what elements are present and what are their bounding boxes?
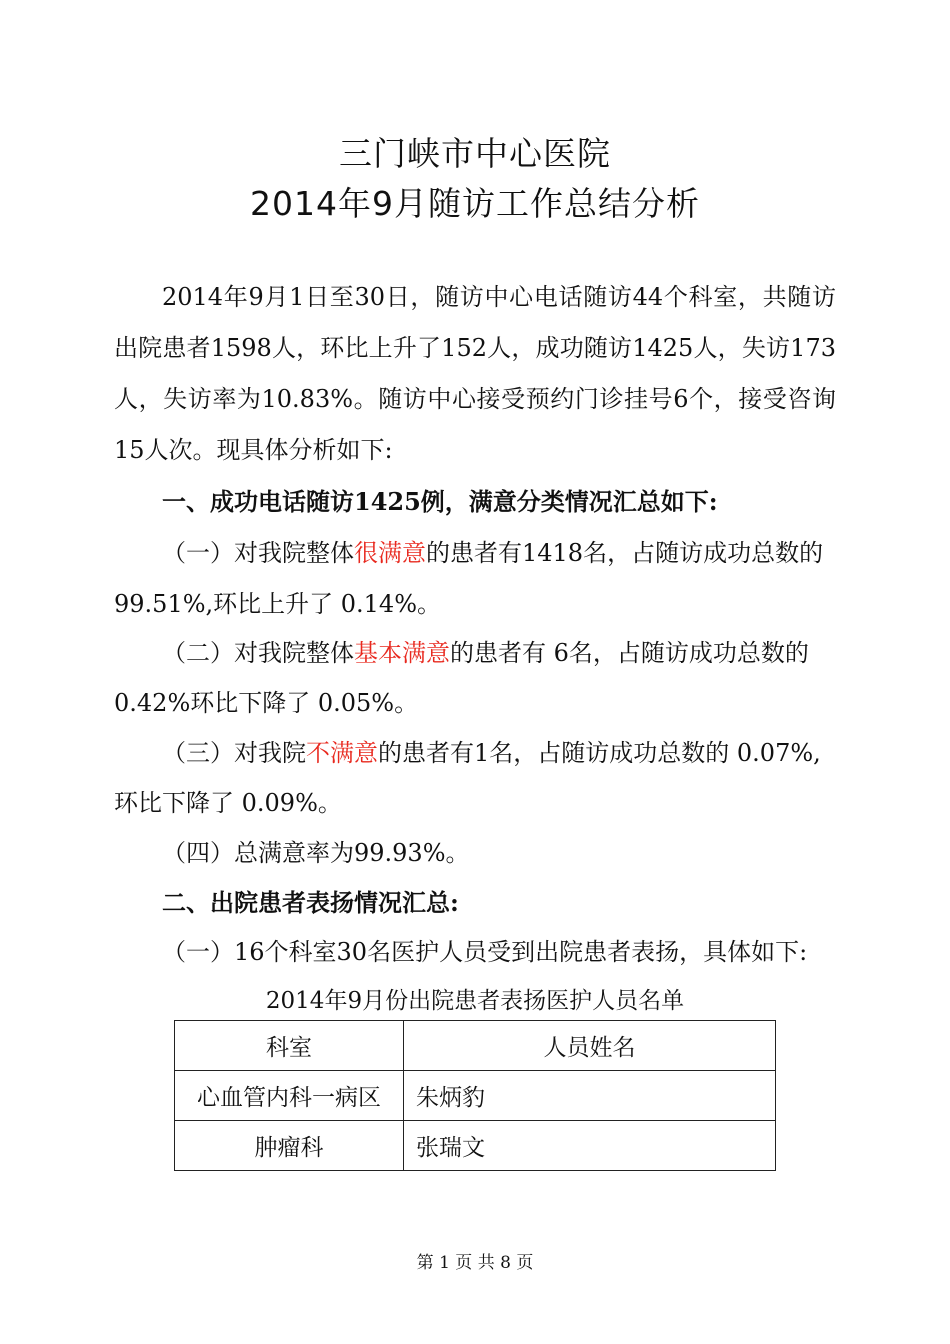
document-subtitle: 2014年9月随访工作总结分析 — [250, 184, 700, 223]
item1-highlight: 很满意 — [354, 539, 426, 567]
table-cell-names: 朱炳豹 — [404, 1071, 776, 1121]
intro-text: 2014年9月1日至30日，随访中心电话随访44个科室，共随访出院患者1598人，环比上升了152人，成功随访1425人，失访173人，失访率为10.83%。随访中心接受预约门诊挂号6个，接受咨询15人次。现具体分析如下: — [114, 283, 836, 464]
item3-prefix: （三）对我院 — [162, 739, 306, 767]
praise-table — [174, 1020, 776, 1171]
document-title: 三门峡市中心医院 — [339, 134, 611, 173]
table-row — [175, 1071, 776, 1121]
table-cell-names: 张瑞文 — [404, 1121, 776, 1171]
section2-item1: （一）16个科室30名医护人员受到出院患者表扬，具体如下: — [162, 938, 808, 966]
page-footer: 第 1 页 共 8 页 — [416, 1253, 534, 1273]
header-names: 人员姓名 — [404, 1021, 776, 1071]
item2-prefix: （二）对我院整体 — [162, 639, 354, 667]
section1-item2-cont: 0.42%环比下降了 0.05%。 — [114, 689, 419, 717]
item3-highlight: 不满意 — [306, 739, 378, 767]
table-row — [175, 1121, 776, 1171]
table-cell-dept: 心血管内科一病区 — [175, 1071, 404, 1121]
section1-item1-cont: 99.51%,环比上升了 0.14%。 — [114, 590, 442, 618]
header-dept: 科室 — [175, 1021, 404, 1071]
section1-item1 — [162, 533, 823, 568]
section1-item4: （四）总满意率为99.93%。 — [162, 839, 470, 867]
section1-heading: 一、成功电话随访1425例，满意分类情况汇总如下: — [162, 487, 718, 516]
table-cell-dept: 肿瘤科 — [175, 1121, 404, 1171]
section2-heading: 二、出院患者表扬情况汇总: — [162, 888, 459, 917]
section1-item3 — [162, 733, 821, 768]
table-header-row — [175, 1021, 776, 1071]
item3-suffix: 的患者有1名，占随访成功总数的 0.07%, — [378, 739, 821, 767]
section1-item3-cont: 环比下降了 0.09%。 — [114, 789, 342, 817]
table-caption: 2014年9月份出院患者表扬医护人员名单 — [265, 988, 685, 1014]
item2-highlight: 基本满意 — [354, 639, 450, 667]
item2-suffix: 的患者有 6名，占随访成功总数的 — [450, 639, 809, 667]
intro-paragraph — [114, 272, 836, 476]
section1-item2 — [162, 633, 809, 668]
item1-prefix: （一）对我院整体 — [162, 539, 354, 567]
item1-suffix: 的患者有1418名，占随访成功总数的 — [426, 539, 824, 567]
